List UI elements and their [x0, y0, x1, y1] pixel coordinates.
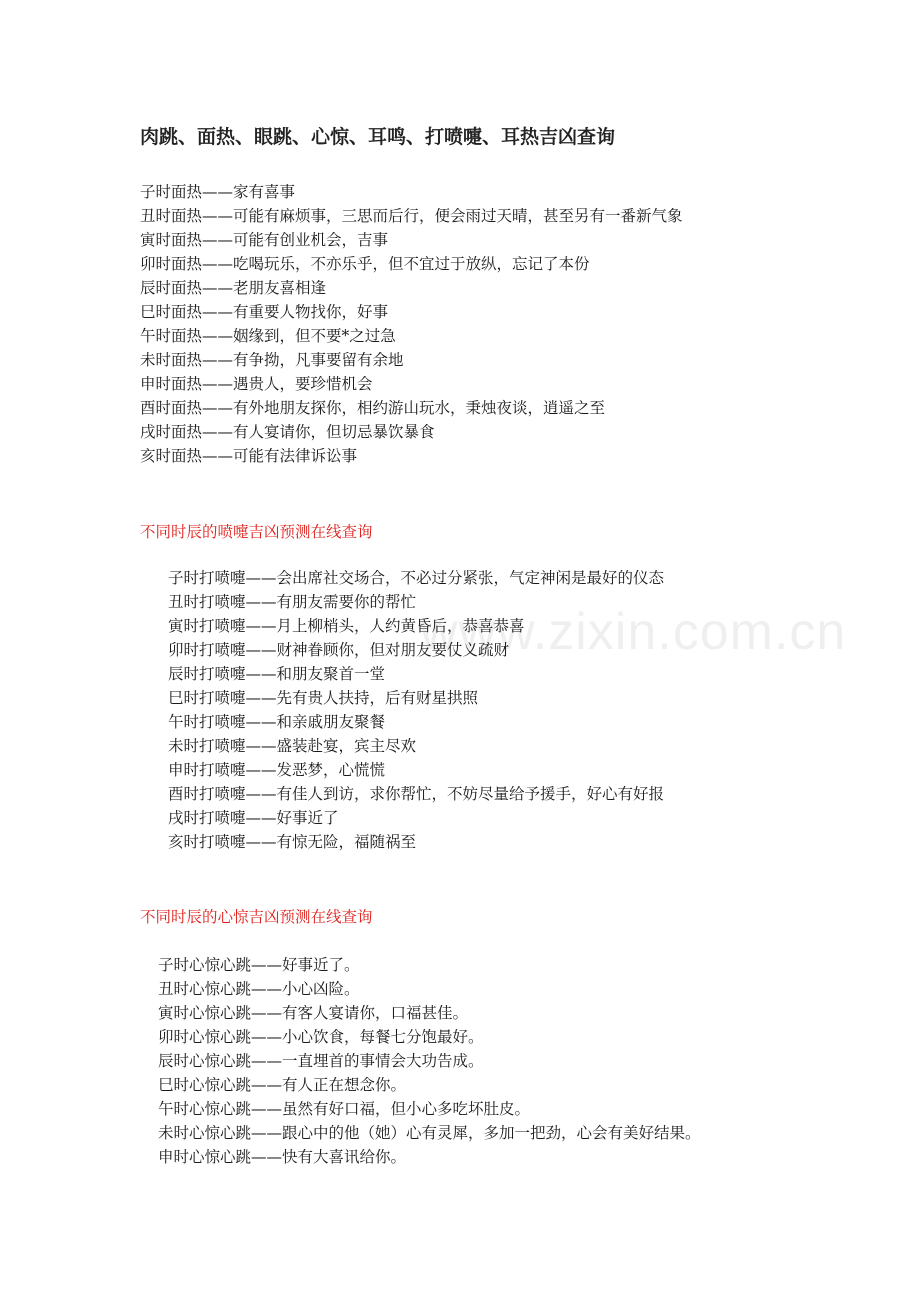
- sneeze-line: 辰时打喷嚏——和朋友聚首一堂: [168, 665, 386, 683]
- sneeze-line: 亥时打喷嚏——有惊无险，福随祸至: [168, 833, 417, 851]
- face-heat-line: 子时面热——家有喜事: [140, 183, 296, 201]
- face-heat-line: 戌时面热——有人宴请你，但切忌暴饮暴食: [140, 423, 435, 441]
- face-heat-line: 寅时面热——可能有创业机会，吉事: [140, 231, 389, 249]
- sneeze-line: 戌时打喷嚏——好事近了: [168, 809, 339, 827]
- face-heat-line: 午时面热——姻缘到，但不要*之过急: [140, 327, 396, 345]
- sneeze-line: 未时打喷嚏——盛装赴宴，宾主尽欢: [168, 737, 417, 755]
- face-heat-line: 丑时面热——可能有麻烦事，三思而后行，便会雨过天晴，甚至另有一番新气象: [140, 207, 683, 225]
- sneeze-line: 酉时打喷嚏——有佳人到访，求你帮忙，不妨尽量给予援手，好心有好报: [168, 785, 665, 803]
- sneeze-line: 卯时打喷嚏——财神眷顾你，但对朋友要仗义疏财: [168, 641, 510, 659]
- heart-line: 巳时心惊心跳——有人正在想念你。: [158, 1076, 407, 1094]
- face-heat-line: 辰时面热——老朋友喜相逢: [140, 279, 327, 297]
- heart-line: 子时心惊心跳——好事近了。: [158, 956, 360, 974]
- face-heat-list: [140, 180, 683, 468]
- sneeze-line: 寅时打喷嚏——月上柳梢头，人约黄昏后，恭喜恭喜: [168, 617, 525, 635]
- sneeze-line: 申时打喷嚏——发恶梦，心慌慌: [168, 761, 386, 779]
- heart-list: [158, 953, 701, 1169]
- heart-section-heading: 不同时辰的心惊吉凶预测在线查询: [140, 908, 373, 926]
- heart-line: 申时心惊心跳——快有大喜讯给你。: [158, 1148, 407, 1166]
- face-heat-line: 亥时面热——可能有法律诉讼事: [140, 447, 358, 465]
- sneeze-line: 午时打喷嚏——和亲戚朋友聚餐: [168, 713, 386, 731]
- heart-line: 午时心惊心跳——虽然有好口福，但小心多吃坏肚皮。: [158, 1100, 531, 1118]
- heart-line: 卯时心惊心跳——小心饮食，每餐七分饱最好。: [158, 1028, 484, 1046]
- face-heat-line: 未时面热——有争拗，凡事要留有余地: [140, 351, 404, 369]
- heart-line: 丑时心惊心跳——小心凶险。: [158, 980, 360, 998]
- heart-line: 寅时心惊心跳——有客人宴请你，口福甚佳。: [158, 1004, 469, 1022]
- heart-line: 辰时心惊心跳——一直埋首的事情会大功告成。: [158, 1052, 484, 1070]
- heart-line: 未时心惊心跳——跟心中的他（她）心有灵犀，多加一把劲，心会有美好结果。: [158, 1124, 701, 1142]
- sneeze-section-heading: 不同时辰的喷嚏吉凶预测在线查询: [140, 523, 373, 541]
- sneeze-line: 丑时打喷嚏——有朋友需要你的帮忙: [168, 593, 417, 611]
- sneeze-list: [168, 566, 664, 854]
- face-heat-line: 卯时面热——吃喝玩乐，不亦乐乎，但不宜过于放纵，忘记了本份: [140, 255, 590, 273]
- page-title: 肉跳、面热、眼跳、心惊、耳鸣、打喷嚏、耳热吉凶查询: [140, 126, 616, 148]
- sneeze-line: 子时打喷嚏——会出席社交场合，不必过分紧张，气定神闲是最好的仪态: [168, 569, 665, 587]
- face-heat-line: 巳时面热——有重要人物找你，好事: [140, 303, 389, 321]
- face-heat-line: 申时面热——遇贵人，要珍惜机会: [140, 375, 373, 393]
- face-heat-line: 酉时面热——有外地朋友探你，相约游山玩水，秉烛夜谈，逍遥之至: [140, 399, 606, 417]
- sneeze-line: 巳时打喷嚏——先有贵人扶持，后有财星拱照: [168, 689, 479, 707]
- watermark: www.zixin.com.cn: [420, 603, 847, 661]
